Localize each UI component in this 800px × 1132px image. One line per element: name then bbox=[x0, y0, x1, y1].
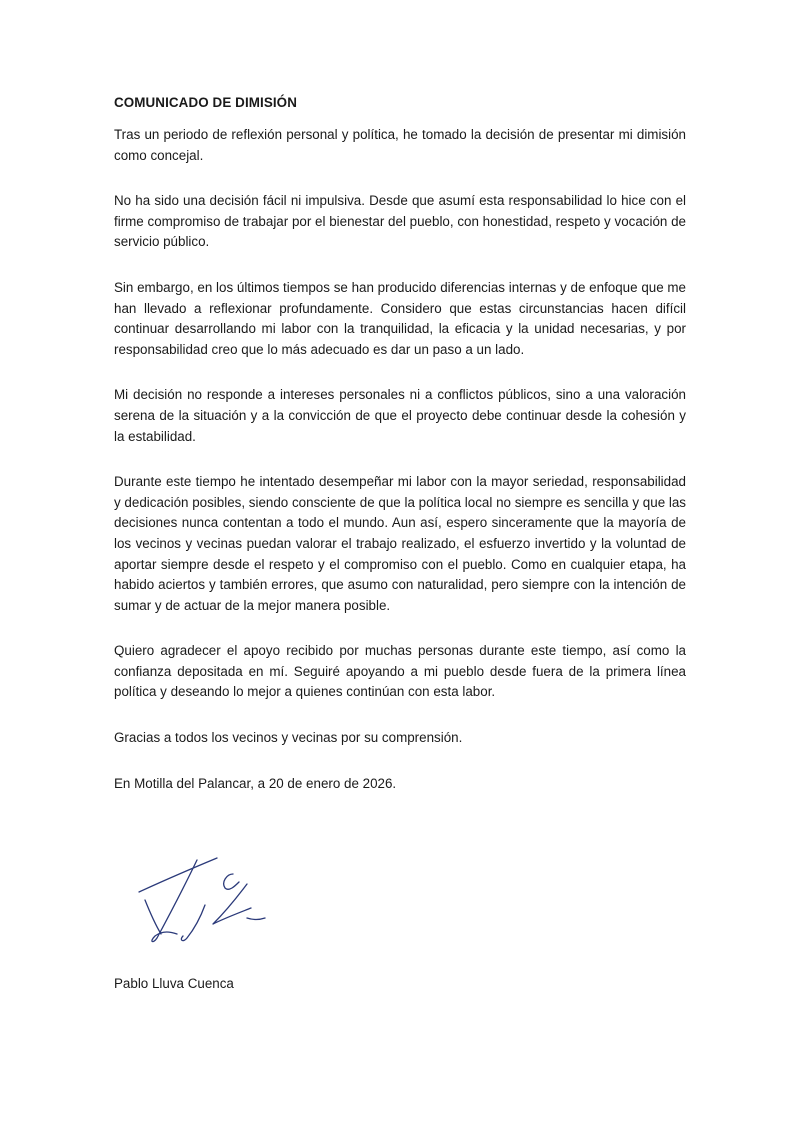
document-title: COMUNICADO DE DIMISIÓN bbox=[114, 95, 297, 110]
paragraph-1: Tras un periodo de reflexión personal y política, he tomado la decisión de presentar mi dimisión como concejal. bbox=[114, 127, 686, 163]
signer-name: Pablo Lluva Cuenca bbox=[114, 976, 234, 991]
paragraph-2: No ha sido una decisión fácil ni impulsiva. Desde que asumí esta responsabilidad lo hice con el firme compromiso de trabajar por el bienestar del pueblo, con honestidad, respeto y vocación de servicio público. bbox=[114, 193, 686, 250]
paragraph-thanks: Gracias a todos los vecinos y vecinas por su comprensión. bbox=[114, 730, 463, 746]
paragraph-3: Sin embargo, en los últimos tiempos se han producido diferencias internas y de enfoque que me han llevado a reflexionar profundamente. Considero que estas circunstancias hacen difícil continuar desarrollando mi labor con la tranquilidad, la eficacia y la unidad necesarias, y por responsabilidad creo que lo más adecuado es dar un paso a un lado. bbox=[114, 279, 686, 357]
paragraph-5: Durante este tiempo he intentado desempeñar mi labor con la mayor seriedad, responsabilidad y dedicación posibles, siendo consciente de que la política local no siempre es sencilla y que las decisiones nunca contentan a todo el mundo. Aun así, espero sinceramente que la mayoría de los vecinos y vecinas puedan valorar el trabajo realizado, el esfuerzo invertido y la voluntad de aportar siempre desde el respeto y el compromiso con el pueblo. Como en cualquier etapa, ha habido aciertos y también errores, que asumo con naturalidad, pero siempre con la intención de sumar y de actuar de la mejor manera posible. bbox=[114, 474, 686, 613]
paragraph-4: Mi decisión no responde a intereses personales ni a conflictos públicos, sino a una valoración serena de la situación y a la convicción de que el proyecto debe continuar desde la cohesión y la estabilidad. bbox=[114, 387, 686, 444]
paragraph-6: Quiero agradecer el apoyo recibido por muchas personas durante este tiempo, así como la confianza depositada en mí. Seguiré apoyando a mi pueblo desde fuera de la primera línea política y deseando lo mejor a quienes continúan con esta labor. bbox=[114, 643, 686, 700]
place-date-line: En Motilla del Palancar, a 20 de enero de 2026. bbox=[114, 775, 397, 791]
handwritten-signature bbox=[135, 850, 295, 950]
document-body bbox=[114, 92, 686, 818]
